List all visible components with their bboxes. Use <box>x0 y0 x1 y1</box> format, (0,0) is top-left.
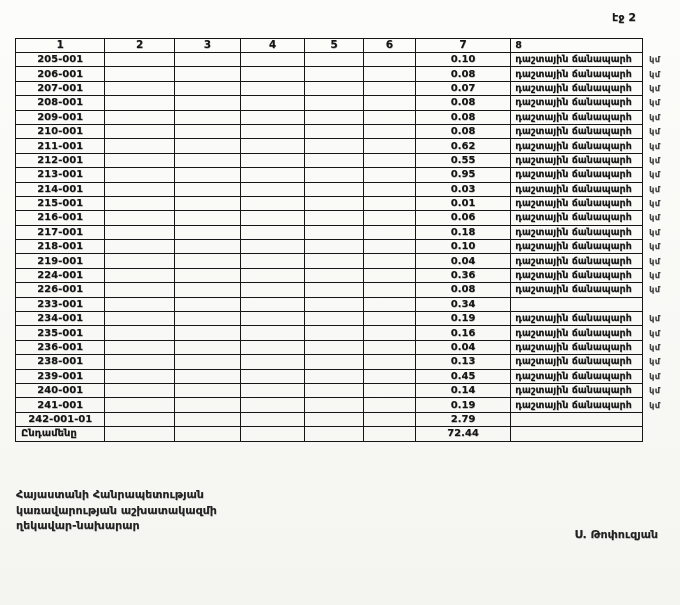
margin-unit-mark <box>643 412 680 426</box>
empty-cell <box>305 369 364 383</box>
empty-cell <box>364 240 416 254</box>
empty-cell <box>174 326 240 340</box>
row-value-cell: 0.34 <box>415 297 510 311</box>
row-id-cell: 215-001 <box>16 196 105 210</box>
margin-unit-mark: կմ <box>649 285 661 295</box>
empty-cell <box>305 383 364 397</box>
margin-unit-mark: կմ <box>649 199 661 209</box>
empty-cell <box>364 182 416 196</box>
row-id-cell: 239-001 <box>16 369 105 383</box>
margin-unit-mark: կմ <box>649 400 661 410</box>
row-id-cell: 242-001-01 <box>16 412 105 426</box>
row-label-cell: դաշտային ճանապարհ <box>511 168 643 182</box>
empty-cell <box>305 182 364 196</box>
empty-cell <box>364 139 416 153</box>
margin-unit-mark <box>643 427 680 441</box>
column-header: 5 <box>305 39 364 53</box>
empty-cell <box>174 369 240 383</box>
table-row <box>16 355 680 369</box>
empty-cell <box>105 283 175 297</box>
row-value-cell: 0.10 <box>415 240 510 254</box>
empty-cell <box>240 53 304 67</box>
row-value-cell: 0.04 <box>415 340 510 354</box>
empty-cell <box>305 81 364 95</box>
empty-cell <box>105 81 175 95</box>
row-value-cell: 0.16 <box>415 326 510 340</box>
table-row <box>16 326 680 340</box>
table-row <box>16 398 680 412</box>
empty-cell <box>305 412 364 426</box>
row-label-cell: դաշտային ճանապարհ <box>511 53 643 67</box>
row-label-cell: դաշտային ճանապարհ <box>511 182 643 196</box>
row-id-cell: 212-001 <box>16 153 105 167</box>
empty-cell <box>174 297 240 311</box>
row-id-cell: 210-001 <box>16 124 105 138</box>
row-id-cell: 226-001 <box>16 283 105 297</box>
empty-cell <box>364 153 416 167</box>
empty-cell <box>240 81 304 95</box>
empty-cell <box>364 110 416 124</box>
empty-cell <box>105 312 175 326</box>
empty-cell <box>174 268 240 282</box>
empty-cell <box>364 412 416 426</box>
empty-cell <box>105 240 175 254</box>
row-id-cell: 219-001 <box>16 254 105 268</box>
row-id-cell: 206-001 <box>16 67 105 81</box>
empty-cell <box>240 182 304 196</box>
row-label-cell: դաշտային ճանապարհ <box>511 254 643 268</box>
margin-unit-mark: կմ <box>649 112 661 122</box>
row-id-cell: 233-001 <box>16 297 105 311</box>
row-id-cell: 236-001 <box>16 340 105 354</box>
empty-cell <box>364 53 416 67</box>
empty-cell <box>105 369 175 383</box>
row-value-cell: 0.01 <box>415 196 510 210</box>
row-id-cell: 241-001 <box>16 398 105 412</box>
row-label-cell: դաշտային ճանապարհ <box>511 139 643 153</box>
empty-cell <box>240 297 304 311</box>
empty-cell <box>305 312 364 326</box>
empty-cell <box>305 427 364 441</box>
empty-cell <box>105 398 175 412</box>
table-row <box>16 153 680 167</box>
empty-cell <box>364 383 416 397</box>
empty-cell <box>240 67 304 81</box>
empty-cell <box>105 96 175 110</box>
row-value-cell: 0.10 <box>415 53 510 67</box>
empty-cell <box>305 340 364 354</box>
table-row <box>16 81 680 95</box>
row-value-cell: 0.45 <box>415 369 510 383</box>
row-value-cell: 0.08 <box>415 96 510 110</box>
empty-cell <box>105 326 175 340</box>
row-label-cell: դաշտային ճանապարհ <box>511 383 643 397</box>
row-label-cell: դաշտային ճանապարհ <box>511 67 643 81</box>
empty-cell <box>305 254 364 268</box>
row-id-cell: 234-001 <box>16 312 105 326</box>
margin-unit-mark: կմ <box>649 127 661 137</box>
row-id-cell: 213-001 <box>16 168 105 182</box>
empty-cell <box>364 96 416 110</box>
row-value-cell: 2.79 <box>415 412 510 426</box>
row-value-cell: 0.13 <box>415 355 510 369</box>
empty-cell <box>174 153 240 167</box>
column-header: 1 <box>16 39 105 53</box>
empty-cell <box>240 124 304 138</box>
margin-unit-mark <box>643 297 680 311</box>
row-label-cell: դաշտային ճանապարհ <box>511 153 643 167</box>
empty-cell <box>305 355 364 369</box>
row-id-cell: 217-001 <box>16 225 105 239</box>
empty-cell <box>364 340 416 354</box>
row-value-cell: 0.06 <box>415 211 510 225</box>
empty-cell <box>240 427 304 441</box>
margin-unit-mark: կմ <box>649 314 661 324</box>
empty-cell <box>305 196 364 210</box>
empty-cell <box>240 110 304 124</box>
empty-cell <box>364 168 416 182</box>
empty-cell <box>174 81 240 95</box>
empty-cell <box>174 139 240 153</box>
empty-cell <box>174 412 240 426</box>
empty-cell <box>105 153 175 167</box>
org-line-2: կառավարության աշխատակազմի <box>16 503 217 517</box>
table-row <box>16 67 680 81</box>
empty-cell <box>174 340 240 354</box>
table-row <box>16 96 680 110</box>
row-label-cell: դաշտային ճանապարհ <box>511 268 643 282</box>
row-value-cell: 0.07 <box>415 81 510 95</box>
empty-cell <box>305 124 364 138</box>
empty-cell <box>240 153 304 167</box>
empty-cell <box>305 297 364 311</box>
empty-cell <box>305 153 364 167</box>
empty-cell <box>174 96 240 110</box>
margin-unit-mark: կմ <box>649 213 661 223</box>
row-label-cell <box>511 412 643 426</box>
empty-cell <box>174 383 240 397</box>
empty-cell <box>364 427 416 441</box>
table-row <box>16 283 680 297</box>
margin-unit-mark: կմ <box>649 170 661 180</box>
page-number: էջ 2 <box>612 11 636 24</box>
table-row <box>16 312 680 326</box>
margin-unit-mark: կմ <box>649 69 661 79</box>
table-row <box>16 297 680 311</box>
empty-cell <box>105 182 175 196</box>
empty-cell <box>305 225 364 239</box>
empty-cell <box>105 196 175 210</box>
row-value-cell: 0.08 <box>415 283 510 297</box>
row-label-cell: դաշտային ճանապարհ <box>511 225 643 239</box>
empty-cell <box>174 225 240 239</box>
empty-cell <box>105 297 175 311</box>
table-row <box>16 225 680 239</box>
empty-cell <box>305 168 364 182</box>
empty-cell <box>305 240 364 254</box>
empty-cell <box>105 124 175 138</box>
empty-cell <box>364 312 416 326</box>
empty-cell <box>305 96 364 110</box>
empty-cell <box>105 254 175 268</box>
row-label-cell: դաշտային ճանապարհ <box>511 240 643 254</box>
empty-cell <box>105 168 175 182</box>
column-header: 3 <box>174 39 240 53</box>
table-row <box>16 268 680 282</box>
margin-unit-mark: կմ <box>649 357 661 367</box>
column-header: 2 <box>105 39 175 53</box>
table-row <box>16 53 680 67</box>
empty-cell <box>105 225 175 239</box>
empty-cell <box>305 139 364 153</box>
empty-cell <box>305 398 364 412</box>
empty-cell <box>174 240 240 254</box>
empty-cell <box>105 268 175 282</box>
empty-cell <box>240 326 304 340</box>
empty-cell <box>105 355 175 369</box>
empty-cell <box>174 124 240 138</box>
empty-cell <box>240 340 304 354</box>
org-line-1: Հայաստանի Հանրապետության <box>16 488 204 501</box>
margin-unit-mark: կմ <box>649 155 661 165</box>
margin-unit-mark: կմ <box>649 386 661 396</box>
row-label-cell: դաշտային ճանապարհ <box>511 196 643 210</box>
row-label-cell: դաշտային ճանապարհ <box>511 398 643 412</box>
column-header: 4 <box>240 39 304 53</box>
margin-unit-mark: կմ <box>649 343 661 352</box>
table-row <box>16 369 680 383</box>
row-label-cell <box>511 427 643 441</box>
row-label-cell: դաշտային ճանապարհ <box>511 283 643 297</box>
table-row <box>16 240 680 254</box>
row-label-cell: դաշտային ճանապարհ <box>511 81 643 95</box>
table-row <box>16 254 680 268</box>
margin-unit-mark: կմ <box>649 98 661 108</box>
row-value-cell: 0.04 <box>415 254 510 268</box>
empty-cell <box>105 110 175 124</box>
empty-cell <box>364 326 416 340</box>
row-id-cell: 209-001 <box>16 110 105 124</box>
empty-cell <box>364 398 416 412</box>
row-label-cell: դաշտային ճանապարհ <box>511 124 643 138</box>
empty-cell <box>364 225 416 239</box>
table-row <box>16 211 680 225</box>
margin-unit-mark: կմ <box>649 227 661 237</box>
row-label-cell: դաշտային ճանապարհ <box>511 211 643 225</box>
empty-cell <box>174 168 240 182</box>
row-label-cell: դաշտային ճանապարհ <box>511 110 643 124</box>
empty-cell <box>364 254 416 268</box>
empty-cell <box>105 383 175 397</box>
table-row <box>16 182 680 196</box>
row-value-cell: 0.08 <box>415 110 510 124</box>
org-line-3: ղեկավար-նախարար <box>16 519 140 532</box>
empty-cell <box>305 110 364 124</box>
margin-unit-mark: կմ <box>649 256 661 266</box>
empty-cell <box>174 254 240 268</box>
empty-cell <box>240 268 304 282</box>
column-header: 6 <box>364 39 416 53</box>
row-value-cell: 0.08 <box>415 67 510 81</box>
row-label-cell: դաշտային ճանապարհ <box>511 369 643 383</box>
empty-cell <box>364 369 416 383</box>
row-id-cell: 224-001 <box>16 268 105 282</box>
table-row <box>16 110 680 124</box>
margin-unit-mark: կմ <box>649 141 661 151</box>
empty-cell <box>240 355 304 369</box>
row-value-cell: 0.95 <box>415 168 510 182</box>
empty-cell <box>364 196 416 210</box>
table-row <box>16 412 680 426</box>
row-value-cell: 0.55 <box>415 153 510 167</box>
row-id-cell: 238-001 <box>16 355 105 369</box>
empty-cell <box>105 427 175 441</box>
row-label-cell <box>511 297 643 311</box>
empty-cell <box>364 283 416 297</box>
empty-cell <box>305 326 364 340</box>
empty-cell <box>174 53 240 67</box>
empty-cell <box>364 81 416 95</box>
empty-cell <box>174 196 240 210</box>
row-id-cell: 207-001 <box>16 81 105 95</box>
empty-cell <box>240 398 304 412</box>
empty-cell <box>305 283 364 297</box>
empty-cell <box>174 283 240 297</box>
empty-cell <box>105 139 175 153</box>
empty-cell <box>305 53 364 67</box>
empty-cell <box>240 312 304 326</box>
row-value-cell: 0.19 <box>415 398 510 412</box>
table-row <box>16 383 680 397</box>
empty-cell <box>305 67 364 81</box>
row-id-cell: Ընդամենը <box>16 427 105 441</box>
row-value-cell: 0.18 <box>415 225 510 239</box>
empty-cell <box>105 340 175 354</box>
empty-cell <box>240 211 304 225</box>
margin-unit-mark: կմ <box>649 271 661 281</box>
empty-cell <box>174 398 240 412</box>
row-label-cell: դաշտային ճանապարհ <box>511 326 643 340</box>
row-value-cell: 0.08 <box>415 124 510 138</box>
empty-cell <box>240 96 304 110</box>
column-header: 7 <box>415 39 510 53</box>
row-label-cell: դաշտային ճանապարհ <box>511 340 643 354</box>
row-value-cell: 72.44 <box>415 427 510 441</box>
row-id-cell: 208-001 <box>16 96 105 110</box>
margin-unit-mark: կմ <box>649 184 661 194</box>
row-id-cell: 211-001 <box>16 139 105 153</box>
margin-unit-mark: կմ <box>649 242 661 252</box>
table-row <box>16 340 680 354</box>
row-value-cell: 0.36 <box>415 268 510 282</box>
empty-cell <box>174 110 240 124</box>
table-row <box>16 139 680 153</box>
empty-cell <box>174 67 240 81</box>
row-id-cell: 240-001 <box>16 383 105 397</box>
empty-cell <box>105 211 175 225</box>
column-header: 8 <box>511 39 643 53</box>
row-value-cell: 0.14 <box>415 383 510 397</box>
empty-cell <box>174 427 240 441</box>
data-table <box>15 38 680 442</box>
total-row <box>16 427 680 441</box>
empty-cell <box>364 67 416 81</box>
row-value-cell: 0.03 <box>415 182 510 196</box>
empty-cell <box>364 297 416 311</box>
row-id-cell: 214-001 <box>16 182 105 196</box>
row-id-cell: 218-001 <box>16 240 105 254</box>
empty-cell <box>105 67 175 81</box>
table-row <box>16 196 680 210</box>
empty-cell <box>174 312 240 326</box>
margin-unit-mark: կմ <box>649 371 661 381</box>
empty-cell <box>305 211 364 225</box>
empty-cell <box>240 283 304 297</box>
table-row <box>16 168 680 182</box>
row-id-cell: 235-001 <box>16 326 105 340</box>
row-label-cell: դաշտային ճանապարհ <box>511 312 643 326</box>
row-id-cell: 216-001 <box>16 211 105 225</box>
empty-cell <box>240 254 304 268</box>
empty-cell <box>240 240 304 254</box>
row-value-cell: 0.62 <box>415 139 510 153</box>
empty-cell <box>240 225 304 239</box>
empty-cell <box>105 53 175 67</box>
row-label-cell: դաշտային ճանապարհ <box>511 355 643 369</box>
empty-cell <box>364 124 416 138</box>
signatory-name: Ս. Թոփուզյան <box>574 528 658 541</box>
table-row <box>16 124 680 138</box>
empty-cell <box>364 268 416 282</box>
empty-cell <box>174 355 240 369</box>
margin-spacer <box>643 39 680 53</box>
empty-cell <box>174 211 240 225</box>
empty-cell <box>240 139 304 153</box>
signatory-org-block <box>16 487 217 534</box>
empty-cell <box>240 196 304 210</box>
empty-cell <box>105 412 175 426</box>
empty-cell <box>174 182 240 196</box>
margin-unit-mark: կմ <box>649 83 661 93</box>
empty-cell <box>240 168 304 182</box>
margin-unit-mark: կմ <box>649 328 661 338</box>
empty-cell <box>364 355 416 369</box>
empty-cell <box>240 383 304 397</box>
row-id-cell: 205-001 <box>16 53 105 67</box>
empty-cell <box>364 211 416 225</box>
empty-cell <box>240 412 304 426</box>
row-value-cell: 0.19 <box>415 312 510 326</box>
empty-cell <box>305 268 364 282</box>
empty-cell <box>240 369 304 383</box>
header-row <box>16 39 680 53</box>
margin-unit-mark: կմ <box>649 55 661 65</box>
row-label-cell: դաշտային ճանապարհ <box>511 96 643 110</box>
